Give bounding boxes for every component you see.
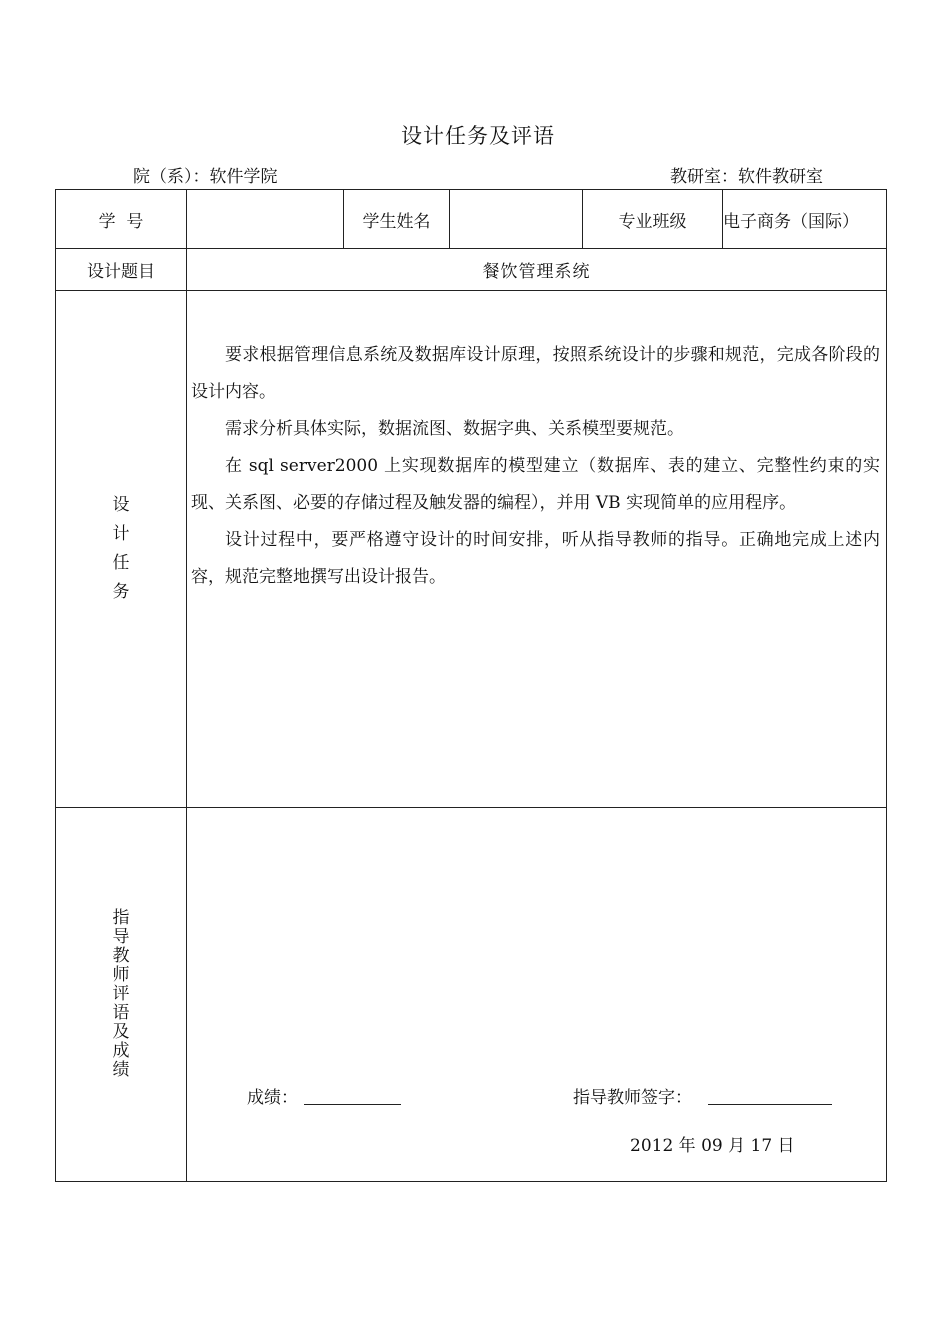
task-paragraph: 要求根据管理信息系统及数据库设计原理，按照系统设计的步骤和规范，完成各阶段的设计内容。: [191, 345, 880, 402]
signature-blank-line[interactable]: [708, 1104, 832, 1105]
student-info-row: [56, 190, 887, 249]
grade-label: 成绩：: [247, 1088, 298, 1108]
task-paragraph: 需求分析具体实际，数据流图、数据字典、关系模型要规范。: [225, 419, 684, 439]
student-id-label: 学 号: [56, 190, 187, 249]
task-paragraph: 设计过程中，要严格遵守设计的时间安排，听从指导教师的指导。正确地完成上述内容，规范完整地撰写出设计报告。: [191, 530, 880, 587]
topic-row: [56, 249, 887, 291]
topic-value: 餐饮管理系统: [187, 249, 887, 291]
task-content: [187, 291, 887, 808]
comment-row: [56, 808, 887, 1182]
task-row: [56, 291, 887, 808]
task-paragraph: 在 sql server2000 上实现数据库的模型建立（数据库、表的建立、完整性约束的实现、关系图、必要的存储过程及触发器的编程），并用 VB 实现简单的应用程序。: [191, 456, 880, 513]
teaching-office-label: 教研室：软件教研室: [670, 167, 823, 187]
class-label: 专业班级: [583, 190, 723, 249]
class-value: 电子商务（国际）: [723, 190, 887, 249]
assignment-form-table: [55, 189, 887, 1182]
comment-label-vertical: 指 导 教 师 评 语 及 成 绩: [112, 908, 130, 1080]
student-id-value: [187, 190, 344, 249]
student-name-label: 学生姓名: [344, 190, 450, 249]
topic-label: 设计题目: [56, 249, 187, 291]
grade-blank-line[interactable]: [304, 1104, 401, 1105]
task-label-vertical: 设 计 任 务: [112, 495, 130, 602]
comment-content: [187, 808, 887, 1182]
page-title: 设计任务及评语: [401, 124, 555, 148]
date-text: 2012 年 09 月 17 日: [630, 1136, 795, 1156]
comment-label: [56, 808, 187, 1182]
signature-label: 指导教师签字：: [573, 1088, 692, 1108]
task-label: [56, 291, 187, 808]
department-label: 院（系）：软件学院: [133, 167, 278, 187]
student-name-value: [450, 190, 583, 249]
